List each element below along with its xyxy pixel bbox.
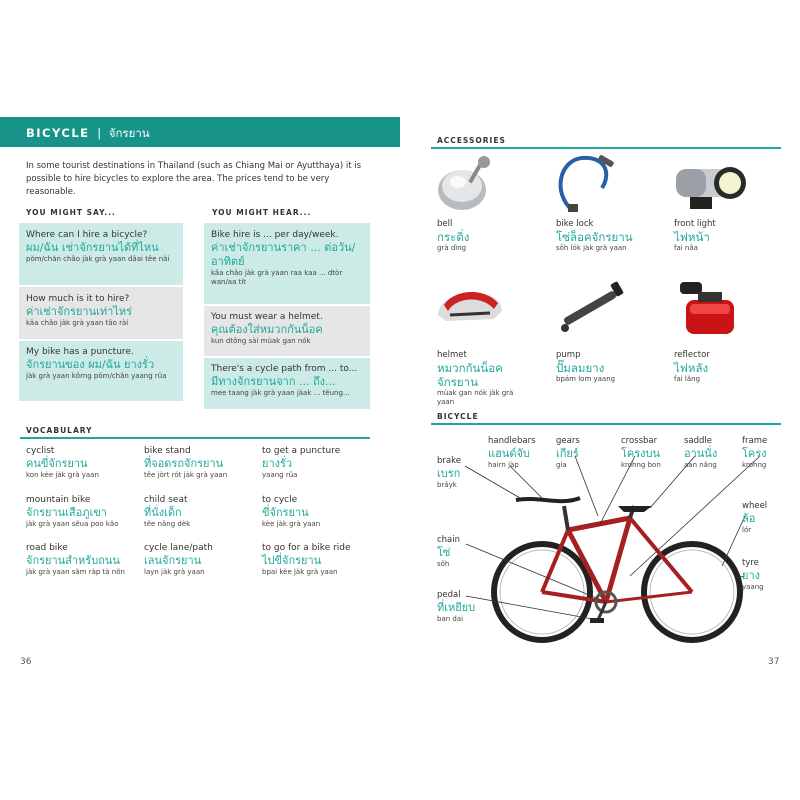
hear-phrase-1-th: ค่าเช่าจักรยานราคา ... ต่อวัน/อาทิตย์	[211, 241, 356, 268]
vocab-item	[26, 495, 138, 529]
part-phon: lór	[742, 526, 752, 534]
accessory-en: bell	[437, 219, 453, 229]
hear-phrase-1	[211, 230, 359, 287]
accessory-phon: bpám lom yaang	[556, 375, 616, 383]
pump-image	[553, 278, 633, 338]
part-phon: krohng	[742, 461, 767, 469]
might-hear-header: YOU MIGHT HEAR...	[212, 208, 312, 217]
vocab-phon: têe nâng dèk	[144, 520, 191, 528]
part-en: handlebars	[488, 436, 536, 446]
accessory-en: pump	[556, 350, 581, 360]
hear-phrase-3	[211, 364, 361, 398]
accessory-reflector	[674, 350, 784, 384]
accessory-phon: fai lăng	[674, 375, 701, 383]
part-en: frame	[742, 436, 768, 446]
part-phon: yaang	[742, 583, 764, 591]
vocab-th: ที่จอดรถจักรยาน	[144, 457, 224, 470]
vocab-item	[262, 446, 374, 480]
say-phrase-1-en: Where can I hire a bicycle?	[26, 230, 148, 240]
part-th: โซ่	[437, 546, 451, 559]
part-en: brake	[437, 456, 461, 466]
title-en: BICYCLE	[26, 126, 90, 140]
accessory-th: ปั๊มลมยาง	[556, 361, 605, 375]
accessory-th: ไฟหน้า	[674, 230, 710, 244]
hear-phrase-3-th: มีทางจักรยานจาก ... ถึง...	[211, 375, 336, 388]
accessory-th: ไฟหลัง	[674, 361, 709, 375]
vocab-th: คนขี่จักรยาน	[26, 457, 88, 470]
vocab-item	[262, 543, 374, 577]
hear-phrase-1-phon: kâa châo jàk grà yaan raa kaa ... dtòr wan/aa tít	[211, 269, 343, 286]
part-phon: sôh	[437, 560, 450, 568]
vocab-th: ยางรั่ว	[262, 457, 293, 470]
hear-phrase-3-en: There's a cycle path from ... to...	[211, 364, 358, 374]
bicycle-header: BICYCLE	[437, 412, 479, 421]
accessory-bike-lock	[556, 219, 666, 253]
page-number-right: 37	[768, 657, 780, 667]
vocab-item	[144, 543, 256, 577]
say-phrase-2-th: ค่าเช่าจักรยานเท่าไหร่	[26, 305, 132, 318]
part-th: เกียร์	[556, 447, 579, 460]
say-phrase-3-th: จักรยานของ ผม/ฉัน ยางรั่ว	[26, 358, 155, 371]
say-phrase-3-phon: jàk grà yaan kŏrng pŏm/chăn yaang rûa	[26, 372, 167, 380]
say-phrase-1	[26, 230, 176, 264]
front-light-image	[672, 155, 752, 215]
accessory-pump	[556, 350, 666, 384]
part-th: เบรก	[437, 467, 461, 480]
say-phrase-2	[26, 294, 176, 328]
part-wheel	[742, 501, 767, 535]
vocab-item	[144, 495, 256, 529]
bicycle-rule	[431, 423, 781, 425]
vocab-th: จักรยานสำหรับถนน	[26, 554, 120, 567]
vocab-en: to cycle	[262, 495, 298, 505]
part-handlebars	[488, 436, 536, 470]
page-number-left: 36	[20, 657, 32, 667]
accessory-phon: sôh lók jàk grà yaan	[556, 244, 627, 252]
vocab-en: mountain bike	[26, 495, 91, 505]
accessory-th: หมวกกันน็อคจักรยาน	[437, 361, 503, 389]
vocab-th: จักรยานเสือภูเขา	[26, 506, 107, 519]
part-frame	[742, 436, 767, 470]
bell-image	[434, 152, 496, 214]
vocab-th: ไปขี่จักรยาน	[262, 554, 322, 567]
leader-brake	[465, 466, 520, 498]
vocab-th: เลนจักรยาน	[144, 554, 202, 567]
vocab-item	[26, 446, 138, 480]
accessory-en: helmet	[437, 350, 467, 360]
accessory-front-light	[674, 219, 784, 253]
accessory-helmet	[437, 350, 537, 407]
bicycle-illustration	[494, 498, 740, 640]
might-say-header: YOU MIGHT SAY...	[26, 208, 116, 217]
vocab-phon: bpai kèe jàk grà yaan	[262, 568, 338, 576]
vocab-phon: jàk grà yaan săm ràp tà nŏn	[26, 568, 125, 576]
say-phrase-3-en: My bike has a puncture.	[26, 347, 134, 357]
vocab-en: bike stand	[144, 446, 191, 456]
accessory-phon: mùak gan nók jàk grà yaan	[437, 389, 514, 406]
helmet-image	[434, 275, 506, 337]
vocab-en: cyclist	[26, 446, 55, 456]
hear-phrase-2-phon: kun dtông sài mùak gan nók	[211, 337, 311, 345]
vocab-phon: kon kèe jàk grà yaan	[26, 471, 99, 479]
part-phon: krohng bon	[621, 461, 661, 469]
vocab-item	[262, 495, 374, 529]
say-phrase-2-phon: kâa châo jàk grà yaan tâo rài	[26, 319, 129, 327]
vocab-phon: yaang rûa	[262, 471, 298, 479]
accessories-header: ACCESSORIES	[437, 136, 506, 145]
part-th: ยาง	[742, 569, 760, 582]
part-en: crossbar	[621, 436, 658, 446]
part-phon: aan nâng	[684, 461, 717, 469]
intro-text: In some tourist destinations in Thailand (such as Chiang Mai or Ayutthaya) it is possible to hire bicycles to explore the area. The prices tend to be very reasonable.	[26, 161, 362, 197]
accessory-phon: fai nâa	[674, 244, 698, 252]
vocab-en: child seat	[144, 495, 188, 505]
hear-phrase-1-en: Bike hire is ... per day/week.	[211, 230, 339, 240]
bicycle-diagram	[430, 426, 790, 666]
hear-phrase-3-phon: mee taang jàk grà yaan jàak ... tĕung...	[211, 389, 350, 397]
part-chain	[437, 535, 460, 569]
part-en: saddle	[684, 436, 713, 446]
reflector-image	[670, 278, 750, 342]
part-gears	[556, 436, 580, 470]
title-th: จักรยาน	[108, 126, 150, 140]
leader-frame	[630, 456, 760, 576]
vocab-en: cycle lane/path	[144, 543, 213, 553]
part-en: tyre	[742, 558, 759, 568]
vocab-th: ที่นั่งเด็ก	[144, 506, 182, 519]
vocab-en: road bike	[26, 543, 68, 553]
part-en: chain	[437, 535, 461, 545]
vocab-en: to go for a bike ride	[262, 543, 351, 553]
accessory-bell	[437, 219, 547, 253]
accessory-en: reflector	[674, 350, 710, 360]
part-pedal	[437, 590, 475, 624]
vocab-phon: jàk grà yaan sĕua poo kăo	[26, 520, 119, 528]
part-th: โครงบน	[621, 447, 661, 460]
bike-lock-image	[552, 152, 624, 214]
part-phon: gia	[556, 461, 567, 469]
leader-handlebars	[510, 466, 542, 498]
vocab-th: ขี่จักรยาน	[262, 506, 309, 519]
part-saddle	[684, 436, 717, 470]
part-en: gears	[556, 436, 580, 446]
vocab-item	[26, 543, 138, 577]
vocab-phon: kèe jàk grà yaan	[262, 520, 321, 528]
title-sep: |	[97, 126, 102, 140]
vocab-phon: têe jòrt rót jàk grà yaan	[144, 471, 228, 479]
accessory-en: bike lock	[556, 219, 594, 229]
hear-phrase-2	[211, 312, 361, 346]
part-th: ที่เหยียบ	[437, 601, 476, 614]
hear-phrase-2-th: คุณต้องใส่หมวกกันน็อค	[211, 323, 323, 336]
part-th: แฮนด์จับ	[488, 447, 530, 460]
part-crossbar	[621, 436, 661, 470]
part-tyre	[742, 558, 764, 592]
vocab-phon: layn jàk grà yaan	[144, 568, 205, 576]
hear-phrase-2-en: You must wear a helmet.	[211, 312, 323, 322]
part-en: wheel	[742, 501, 768, 511]
accessory-phon: grà dìng	[437, 244, 467, 252]
part-phon: brâyk	[437, 481, 457, 489]
part-th: โครง	[742, 447, 767, 460]
vocab-rule	[20, 437, 370, 439]
part-brake	[437, 456, 461, 490]
accessory-th: โซ่ล็อคจักรยาน	[556, 230, 633, 244]
vocab-header: VOCABULARY	[26, 426, 93, 435]
say-phrase-1-phon: pŏm/chăn châo jàk grà yaan dâai têe năi	[26, 255, 170, 263]
vocab-en: to get a puncture	[262, 446, 341, 456]
say-phrase-3	[26, 347, 176, 381]
accessory-en: front light	[674, 219, 716, 229]
part-phon: ban dai	[437, 615, 464, 623]
part-th: ล้อ	[742, 512, 756, 525]
accessory-th: กระดิ่ง	[437, 230, 470, 244]
title-text	[26, 124, 150, 142]
vocab-item	[144, 446, 256, 480]
part-phon: hairn jàp	[488, 461, 519, 469]
part-en: pedal	[437, 590, 461, 600]
say-phrase-2-en: How much is it to hire?	[26, 294, 130, 304]
say-phrase-1-th: ผม/ฉัน เช่าจักรยานได้ที่ไหน	[26, 241, 159, 254]
accessories-rule	[431, 147, 781, 149]
part-th: อานนั่ง	[684, 447, 718, 460]
